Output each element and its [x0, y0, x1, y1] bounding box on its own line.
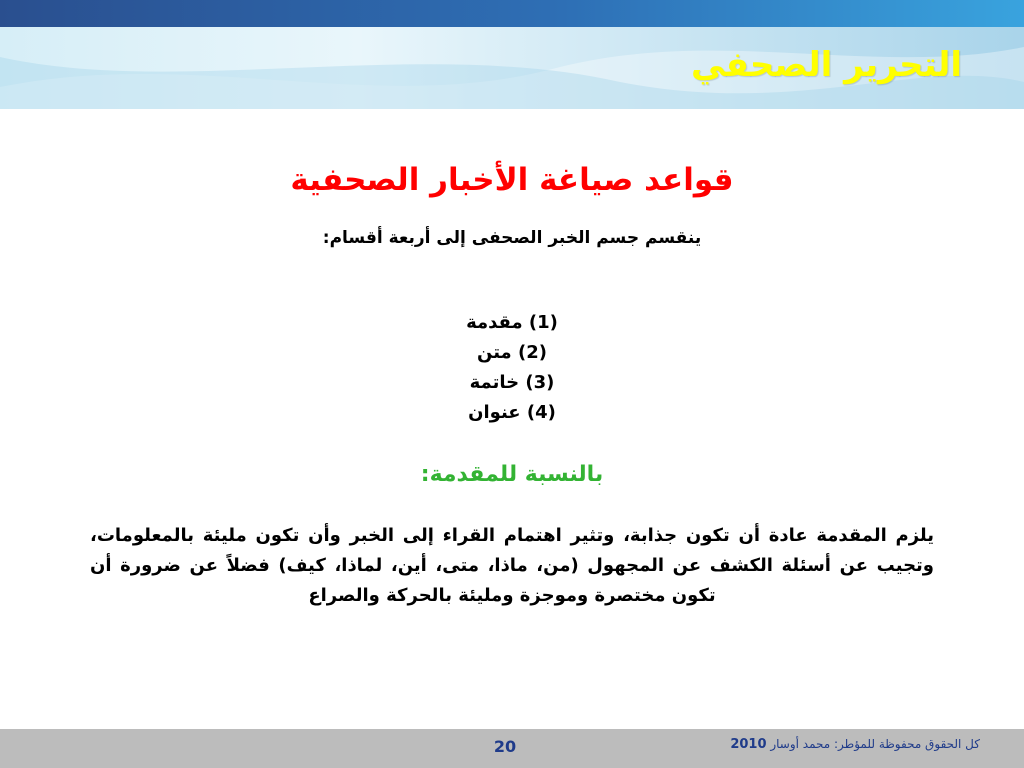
subheading-intro: بالنسبة للمقدمة:: [420, 462, 604, 487]
section-heading: قواعد صياغة الأخبار الصحفية: [290, 162, 734, 198]
footer-bar: [0, 729, 1024, 768]
list-item: (4) عنوان: [468, 402, 556, 423]
intro-text: ينقسم جسم الخبر الصحفى إلى أربعة أقسام:: [322, 228, 702, 248]
list-item: (3) خاتمة: [469, 372, 555, 393]
copyright-notice: [730, 737, 980, 752]
page-number: 20: [493, 737, 517, 756]
slide-title: التحرير الصحفي: [690, 45, 962, 85]
title-banner: [0, 27, 1024, 109]
list-item: (1) مقدمة: [466, 312, 558, 333]
list-item: (2) متن: [477, 342, 547, 363]
sections-list: [60, 308, 964, 428]
body-paragraph: يلزم المقدمة عادة أن تكون جذابة، وتثير اهتمام القراء إلى الخبر وأن تكون مليئة بالمعلومات، وتجيب عن أسئلة الكشف عن المجهول (من، ماذا، متى، أين، لماذا، كيف) فضلاً عن ضرورة أن تكون مختصرة وموجزة ومليئة بالحركة والصراع: [90, 525, 934, 606]
top-banner-bar: [0, 0, 1024, 27]
copyright-text: كل الحقوق محفوظة للمؤطر: محمد أوسار: [770, 737, 980, 751]
slide-body: [60, 150, 964, 611]
copyright-year: 2010: [730, 737, 767, 752]
